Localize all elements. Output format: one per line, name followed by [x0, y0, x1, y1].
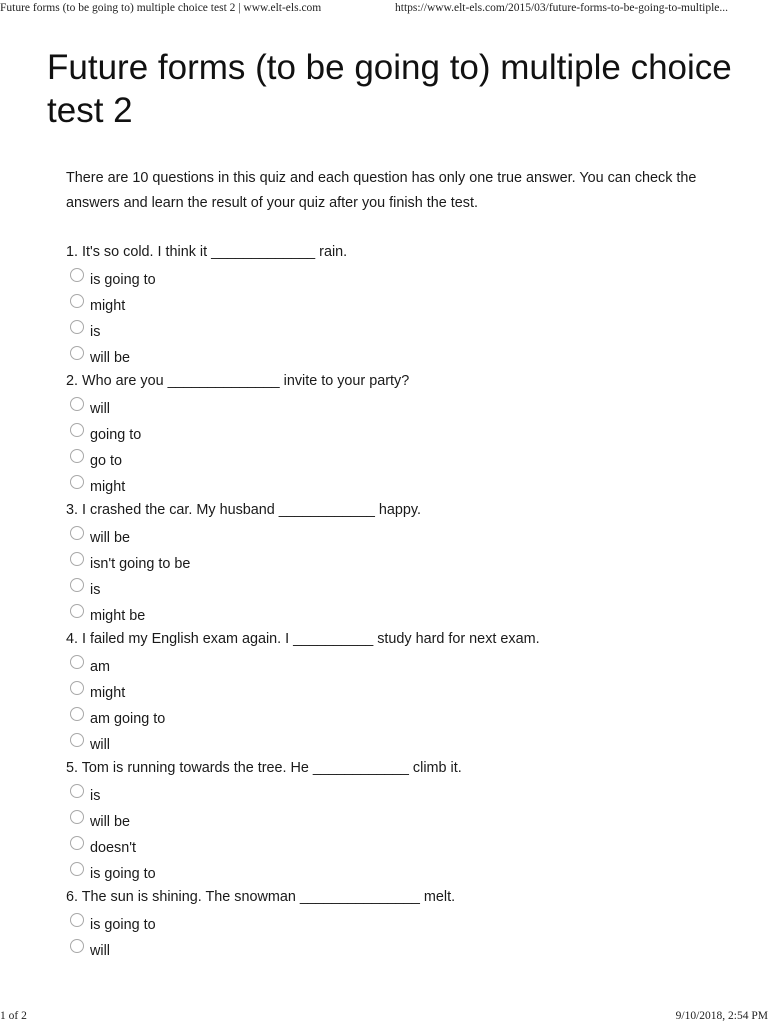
- question-text: 3. I crashed the car. My husband ____________ happy.: [66, 502, 421, 518]
- radio-button-icon[interactable]: [70, 320, 84, 334]
- radio-button-icon[interactable]: [70, 578, 84, 592]
- quiz-intro: There are 10 questions in this quiz and each question has only one true answer. You can check the answers and learn the result of your quiz after you finish the test.: [66, 170, 697, 211]
- answer-option-label: is going to: [90, 917, 156, 933]
- answer-option-label: isn't going to be: [90, 556, 191, 572]
- answer-option[interactable]: [66, 446, 716, 472]
- answer-option[interactable]: [66, 317, 716, 343]
- answer-option[interactable]: [66, 807, 716, 833]
- answer-option-label: might: [90, 479, 126, 495]
- radio-button-icon[interactable]: [70, 449, 84, 463]
- radio-button-icon[interactable]: [70, 552, 84, 566]
- print-header-title: Future forms (to be going to) multiple choice test 2 | www.elt-els.com: [0, 2, 322, 14]
- answer-option-label: will: [90, 401, 110, 417]
- answer-option[interactable]: [66, 781, 716, 807]
- question-block: [66, 627, 716, 756]
- answer-option[interactable]: [66, 394, 716, 420]
- question-text: 6. The sun is shining. The snowman _______________ melt.: [66, 889, 456, 905]
- answer-option[interactable]: [66, 575, 716, 601]
- answer-option[interactable]: [66, 523, 716, 549]
- answer-option-label: doesn't: [90, 840, 136, 856]
- page-title: Future forms (to be going to) multiple choice test 2: [47, 48, 732, 130]
- question-block: [66, 756, 716, 885]
- quiz-questions: [66, 240, 716, 962]
- answer-option[interactable]: [66, 472, 716, 498]
- print-timestamp: 9/10/2018, 2:54 PM: [675, 1010, 768, 1022]
- answer-option-label: going to: [90, 427, 142, 443]
- radio-button-icon[interactable]: [70, 784, 84, 798]
- answer-option-label: will be: [90, 350, 130, 366]
- answer-option[interactable]: [66, 265, 716, 291]
- radio-button-icon[interactable]: [70, 939, 84, 953]
- radio-button-icon[interactable]: [70, 655, 84, 669]
- answer-option[interactable]: [66, 859, 716, 885]
- answer-option[interactable]: [66, 910, 716, 936]
- radio-button-icon[interactable]: [70, 268, 84, 282]
- answer-option-label: is: [90, 582, 101, 598]
- answer-option[interactable]: [66, 704, 716, 730]
- print-header: [0, 0, 768, 18]
- radio-button-icon[interactable]: [70, 475, 84, 489]
- answer-option[interactable]: [66, 601, 716, 627]
- question-block: [66, 885, 716, 962]
- radio-button-icon[interactable]: [70, 913, 84, 927]
- radio-button-icon[interactable]: [70, 862, 84, 876]
- answer-option-label: is: [90, 788, 101, 804]
- answer-option-label: is going to: [90, 866, 156, 882]
- question-text: 2. Who are you ______________ invite to your party?: [66, 373, 410, 389]
- answer-option-label: might: [90, 298, 126, 314]
- radio-button-icon[interactable]: [70, 733, 84, 747]
- answer-option-label: will be: [90, 814, 130, 830]
- question-text: 1. It's so cold. I think it _____________ rain.: [66, 244, 348, 260]
- page-number: 1 of 2: [0, 1010, 27, 1022]
- radio-button-icon[interactable]: [70, 526, 84, 540]
- radio-button-icon[interactable]: [70, 707, 84, 721]
- answer-option-label: will: [90, 737, 110, 753]
- answer-option[interactable]: [66, 343, 716, 369]
- answer-option[interactable]: [66, 652, 716, 678]
- answer-option[interactable]: [66, 678, 716, 704]
- answer-option[interactable]: [66, 291, 716, 317]
- answer-option-label: might be: [90, 608, 146, 624]
- radio-button-icon[interactable]: [70, 604, 84, 618]
- answer-option[interactable]: [66, 936, 716, 962]
- radio-button-icon[interactable]: [70, 836, 84, 850]
- answer-option-label: am: [90, 659, 110, 675]
- answer-option[interactable]: [66, 833, 716, 859]
- answer-option-label: will be: [90, 530, 130, 546]
- radio-button-icon[interactable]: [70, 810, 84, 824]
- answer-option-label: might: [90, 685, 126, 701]
- radio-button-icon[interactable]: [70, 294, 84, 308]
- question-block: [66, 498, 716, 627]
- answer-option-label: is going to: [90, 272, 156, 288]
- radio-button-icon[interactable]: [70, 423, 84, 437]
- answer-option-label: go to: [90, 453, 123, 469]
- answer-option[interactable]: [66, 420, 716, 446]
- answer-option[interactable]: [66, 730, 716, 756]
- answer-option-label: am going to: [90, 711, 166, 727]
- print-header-url: https://www.elt-els.com/2015/03/future-forms-to-be-going-to-multiple...: [395, 2, 729, 14]
- answer-option-label: will: [90, 943, 110, 959]
- radio-button-icon[interactable]: [70, 397, 84, 411]
- answer-option[interactable]: [66, 549, 716, 575]
- radio-button-icon[interactable]: [70, 346, 84, 360]
- question-text: 5. Tom is running towards the tree. He ____________ climb it.: [66, 760, 462, 776]
- answer-option-label: is: [90, 324, 101, 340]
- radio-button-icon[interactable]: [70, 681, 84, 695]
- question-block: [66, 240, 716, 369]
- question-block: [66, 369, 716, 498]
- print-footer: [0, 1010, 768, 1024]
- question-text: 4. I failed my English exam again. I __________ study hard for next exam.: [66, 631, 540, 647]
